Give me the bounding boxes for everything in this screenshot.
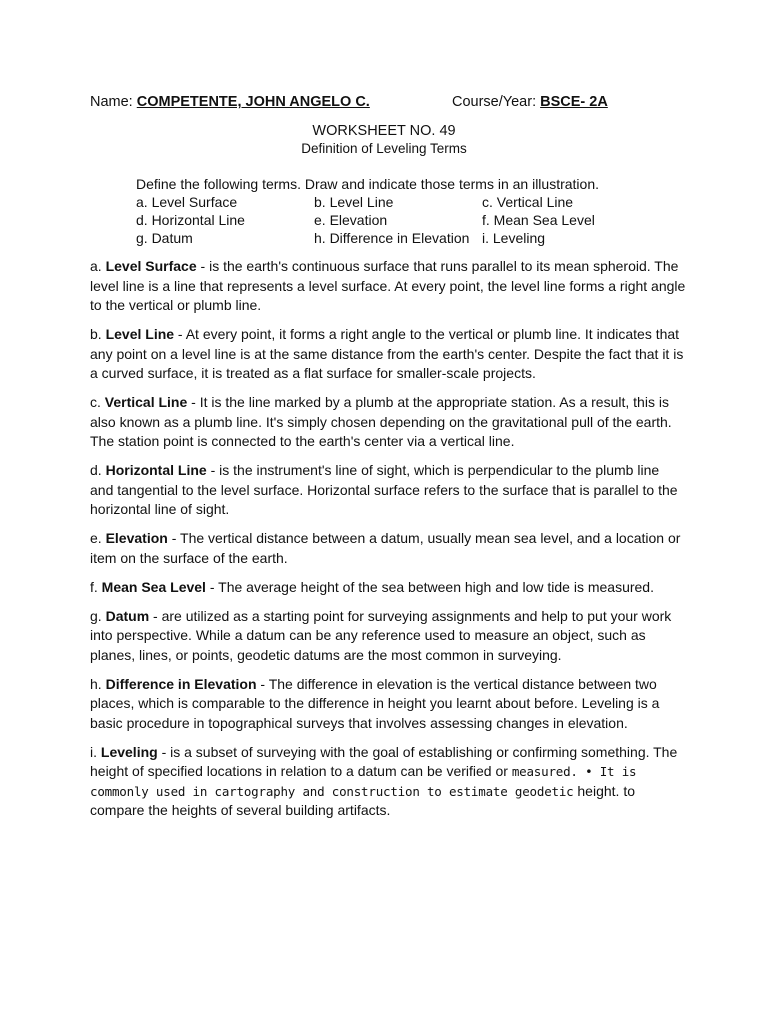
name-label: Name: — [90, 94, 137, 110]
name-field — [90, 92, 370, 112]
definition-term: Datum — [105, 607, 150, 624]
instructions: Define the following terms. Draw and indicate those terms in an illustration. — [136, 176, 599, 192]
course-label: Course/Year: — [452, 94, 541, 110]
term-item: c. Vertical Line — [482, 194, 574, 210]
definition-difference-in-elevation — [90, 675, 686, 734]
definition-datum — [90, 607, 686, 666]
definition-text: - are utilized as a starting point for surveying assignments and help to put your work into perspective. While a datum can be any reference used to measure an object, such as planes, lines, or points, geodetic datums are the most common in surveying. — [90, 607, 672, 663]
definition-text: - It is the line marked by a plumb at the appropriate station. As a result, this is also known as a plumb line. It's simply chosen depending on the gravitational pull of the earth. The station point is connected to the earth's center via a vertical line. — [90, 394, 672, 449]
definition-text: - The difference in elevation is the vertical distance between two places, which is comparable to the difference in height you learnt about before. Leveling is a basic procedure in topographical surveys that involves assessing changes in elevation. — [90, 675, 660, 731]
worksheet-title: WORKSHEET NO. 49 — [312, 123, 456, 139]
definition-prefix: h. — [90, 675, 106, 692]
definition-prefix: d. — [90, 462, 106, 478]
definition-text-alt-font: measured. • It is commonly used in cartography and construction to estimate geodetic — [90, 764, 637, 799]
definition-text-tail: height. to compare the heights of several building artifacts. — [90, 782, 635, 818]
definition-term: Level Surface — [105, 258, 197, 274]
definition-term: Difference in Elevation — [105, 675, 257, 692]
term-item: g. Datum — [136, 230, 193, 246]
definition-text: - At every point, it forms a right angle to the vertical or plumb line. It indicates that any point on a level line is at the same distance from the earth's center. Despite the fact that it is a curved surface, it is treated as a flat surface for smaller-scale projects. — [90, 326, 684, 381]
definition-term: Mean Sea Level — [101, 578, 206, 595]
term-item: h. Difference in Elevation — [314, 230, 470, 246]
term-item: b. Level Line — [314, 194, 394, 210]
definition-term: Vertical Line — [104, 394, 188, 410]
definition-vertical-line — [90, 393, 686, 452]
definition-horizontal-line — [90, 461, 686, 520]
term-item: i. Leveling — [482, 230, 546, 246]
definition-term: Leveling — [100, 743, 158, 760]
definition-term: Horizontal Line — [105, 462, 207, 478]
definition-prefix: i. — [90, 743, 101, 760]
definition-level-line — [90, 325, 686, 384]
definition-prefix: g. — [90, 607, 106, 624]
definition-text: - The average height of the sea between high and low tide is measured. — [205, 578, 654, 595]
definition-prefix: c. — [90, 394, 105, 410]
definition-level-surface — [90, 257, 686, 316]
definition-prefix: f. — [90, 578, 102, 595]
definition-term: Elevation — [105, 530, 168, 546]
term-item: d. Horizontal Line — [136, 212, 245, 228]
definition-prefix: e. — [90, 530, 106, 546]
definition-prefix: a. — [90, 258, 106, 274]
term-item: f. Mean Sea Level — [482, 212, 595, 228]
definition-text: - is a subset of surveying with the goal of establishing or confirming something. The height of specified locations in relation to a datum can be verified or — [90, 743, 678, 779]
term-item: a. Level Surface — [136, 194, 238, 210]
definition-text: - The vertical distance between a datum, usually mean sea level, and a location or item on the surface of the earth. — [90, 530, 681, 566]
definition-text: - is the earth's continuous surface that runs parallel to its mean spheroid. The level line is a line that represents a level surface. At every point, the level line forms a right angle to the vertical or plumb line. — [90, 258, 686, 313]
definition-text: - is the instrument's line of sight, which is perpendicular to the plumb line and tangential to the level surface. Horizontal surface refers to the surface that is parallel to the horizontal line of sight. — [90, 462, 678, 517]
term-item: e. Elevation — [314, 212, 388, 228]
definitions-section — [90, 257, 686, 830]
course-value: BSCE- 2A — [540, 94, 608, 110]
name-value: COMPETENTE, JOHN ANGELO C. — [136, 94, 370, 110]
definition-mean-sea-level — [90, 578, 686, 598]
course-year-field — [452, 92, 608, 112]
definition-term: Level Line — [105, 326, 175, 342]
definition-elevation — [90, 529, 686, 568]
definition-leveling — [90, 743, 686, 821]
definition-prefix: b. — [90, 326, 106, 342]
terms-list — [136, 193, 696, 247]
worksheet-subtitle: Definition of Leveling Terms — [301, 141, 467, 156]
